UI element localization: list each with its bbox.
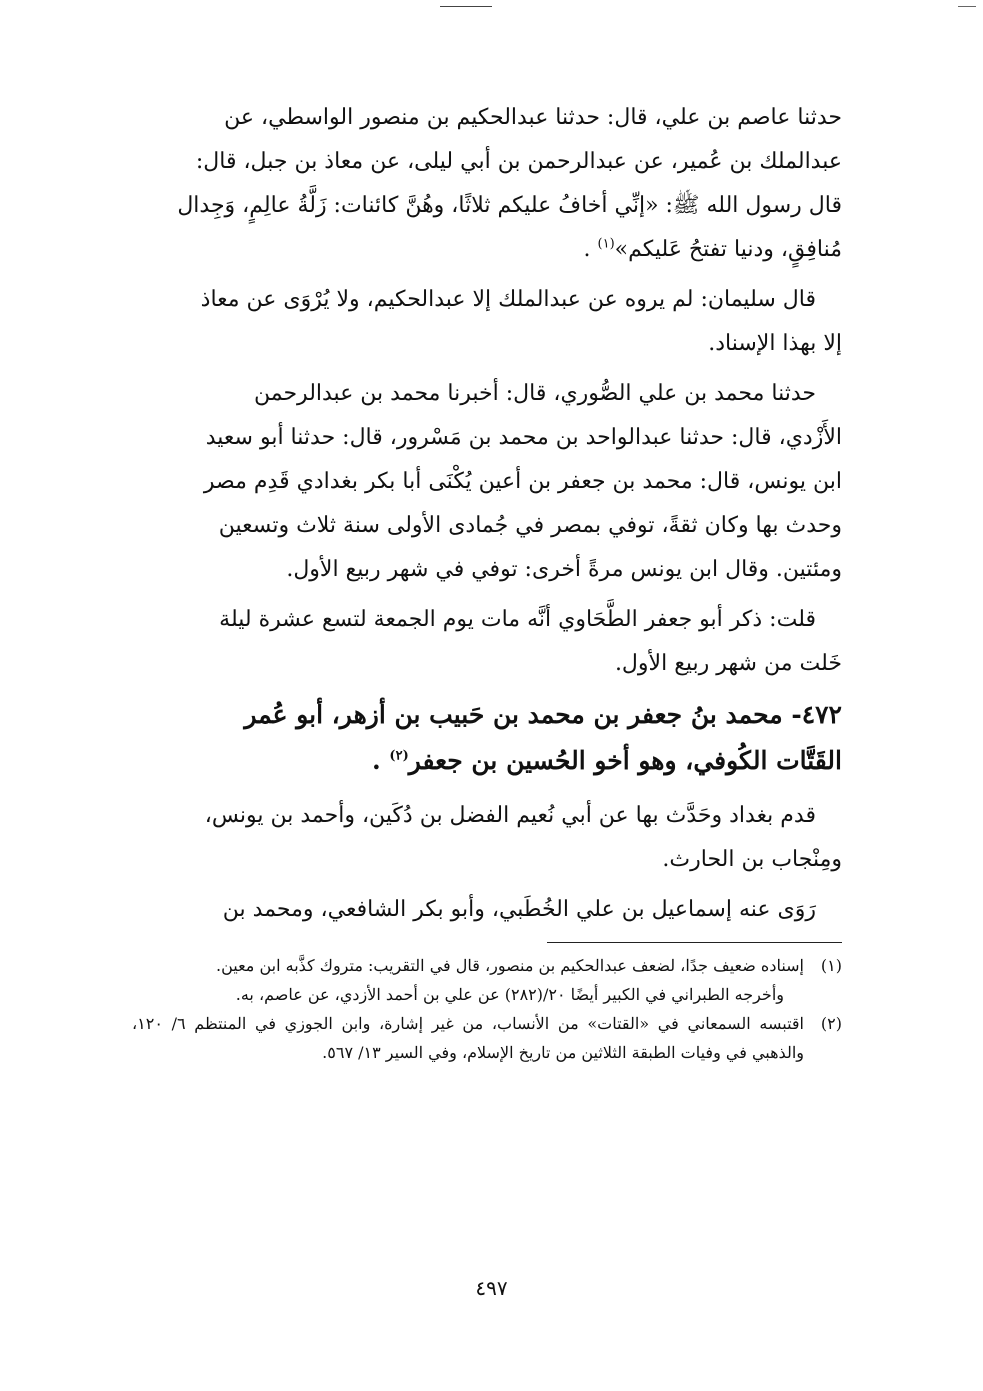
heading-segment: . — [372, 746, 390, 775]
top-rule — [440, 6, 492, 7]
text-line: إلا بهذا الإسناد. — [708, 331, 842, 356]
paragraph-tahawi — [132, 598, 842, 686]
text-line: قال سليمان: لم يروه عن عبدالملك إلا عبدالحكيم، ولا يُرْوَى عن معاذ — [200, 287, 816, 312]
text-line — [132, 228, 842, 272]
footnote-1-continuation: وأخرجه الطبراني في الكبير أيضًا ٢٠/(٢٨٢) عن علي بن أحمد الأزدي، عن عاصم، به. — [235, 985, 784, 1004]
heading-line — [132, 738, 842, 784]
text-line: خَلت من شهر ربيع الأول. — [614, 651, 842, 676]
text-line: الأَزْدي، قال: حدثنا عبدالواحد بن محمد بن مَسْرور، قال: حدثنا أبو سعيد — [205, 425, 842, 450]
footnote-1 — [132, 951, 842, 980]
footnote-number: (١) — [820, 956, 842, 975]
footnote-ref-2[interactable]: (٢) — [389, 748, 409, 764]
entry-heading — [132, 692, 842, 784]
footnote-ref-1[interactable]: (١) — [597, 236, 615, 252]
text-line: ومئتين. وقال ابن يونس مرةً أخرى: توفي في شهر ربيع الأول. — [286, 557, 842, 582]
text-line: قلت: ذكر أبو جعفر الطَّحَاوي أنَّه مات يوم الجمعة لتسع عشرة ليلة — [219, 607, 816, 632]
paragraph-narrators — [132, 888, 842, 932]
footnote-number: (٢) — [820, 1014, 842, 1033]
page-number: ٤٩٧ — [475, 1276, 508, 1300]
corner-mark — [958, 6, 976, 7]
text-segment: مُنافِقٍ، ودنيا تفتحُ عَليكم» — [614, 237, 842, 262]
text-line: حدثنا محمد بن علي الصُّوري، قال: أخبرنا محمد بن عبدالرحمن — [253, 381, 816, 406]
text-line: ابن يونس، قال: محمد بن جعفر بن أعين يُكْنَى أبا بكر بغدادي قَدِم مصر — [203, 469, 842, 494]
text-line: ومِنْجاب بن الحارث. — [662, 847, 842, 872]
footnote-2 — [132, 1009, 842, 1067]
paragraph-hadith — [132, 96, 842, 272]
text-line: حدثنا عاصم بن علي، قال: حدثنا عبدالحكيم بن منصور الواسطي، عن — [224, 105, 842, 130]
paragraph-sulayman — [132, 278, 842, 366]
text-line: قال رسول الله ﷺ: «إنِّي أخافُ عليكم ثلاثًا، وهُنَّ كائنات: زَلَّةُ عالِمٍ، وَجِدال — [177, 193, 842, 218]
page-content — [132, 96, 842, 1067]
footnote-text: اقتبسه السمعاني في «القتات» من الأنساب، من غير إشارة، وابن الجوزي في المنتظم ٦/ ١٢٠، والذهبي في وفيات الطبقة الثلاثين من تاريخ الإسلام، وفي السير ١٣/ ٥٦٧. — [132, 1014, 804, 1062]
footnote-separator — [547, 942, 842, 943]
paragraph-suri — [132, 372, 842, 592]
heading-segment: القَتَّات الكُوفي، وهو أخو الحُسين بن جعفر — [408, 746, 842, 775]
text-line: رَوَى عنه إسماعيل بن علي الخُطَبي، وأبو بكر الشافعي، ومحمد بن — [222, 897, 816, 922]
paragraph-baghdad — [132, 794, 842, 882]
text-line: وحدث بها وكان ثقةً، توفي بمصر في جُمادى الأولى سنة ثلاث وتسعين — [218, 513, 842, 538]
footnote-text: إسناده ضعيف جدًا، لضعف عبدالحكيم بن منصور، قال في التقريب: متروك كذَّبه ابن معين. — [215, 956, 804, 975]
footnotes — [132, 951, 842, 1067]
text-line: قدم بغداد وحَدَّث بها عن أبي نُعيم الفضل بن دُكَين، وأحمد بن يونس، — [204, 803, 816, 828]
heading-line: ٤٧٢- محمد بنُ جعفر بن محمد بن حَبيب بن أزهر، أبو عُمر — [244, 700, 842, 729]
text-segment: . — [583, 237, 598, 262]
text-line: عبدالملك بن عُمير، عن عبدالرحمن بن أبي ليلى، عن معاذ بن جبل، قال: — [195, 149, 842, 174]
